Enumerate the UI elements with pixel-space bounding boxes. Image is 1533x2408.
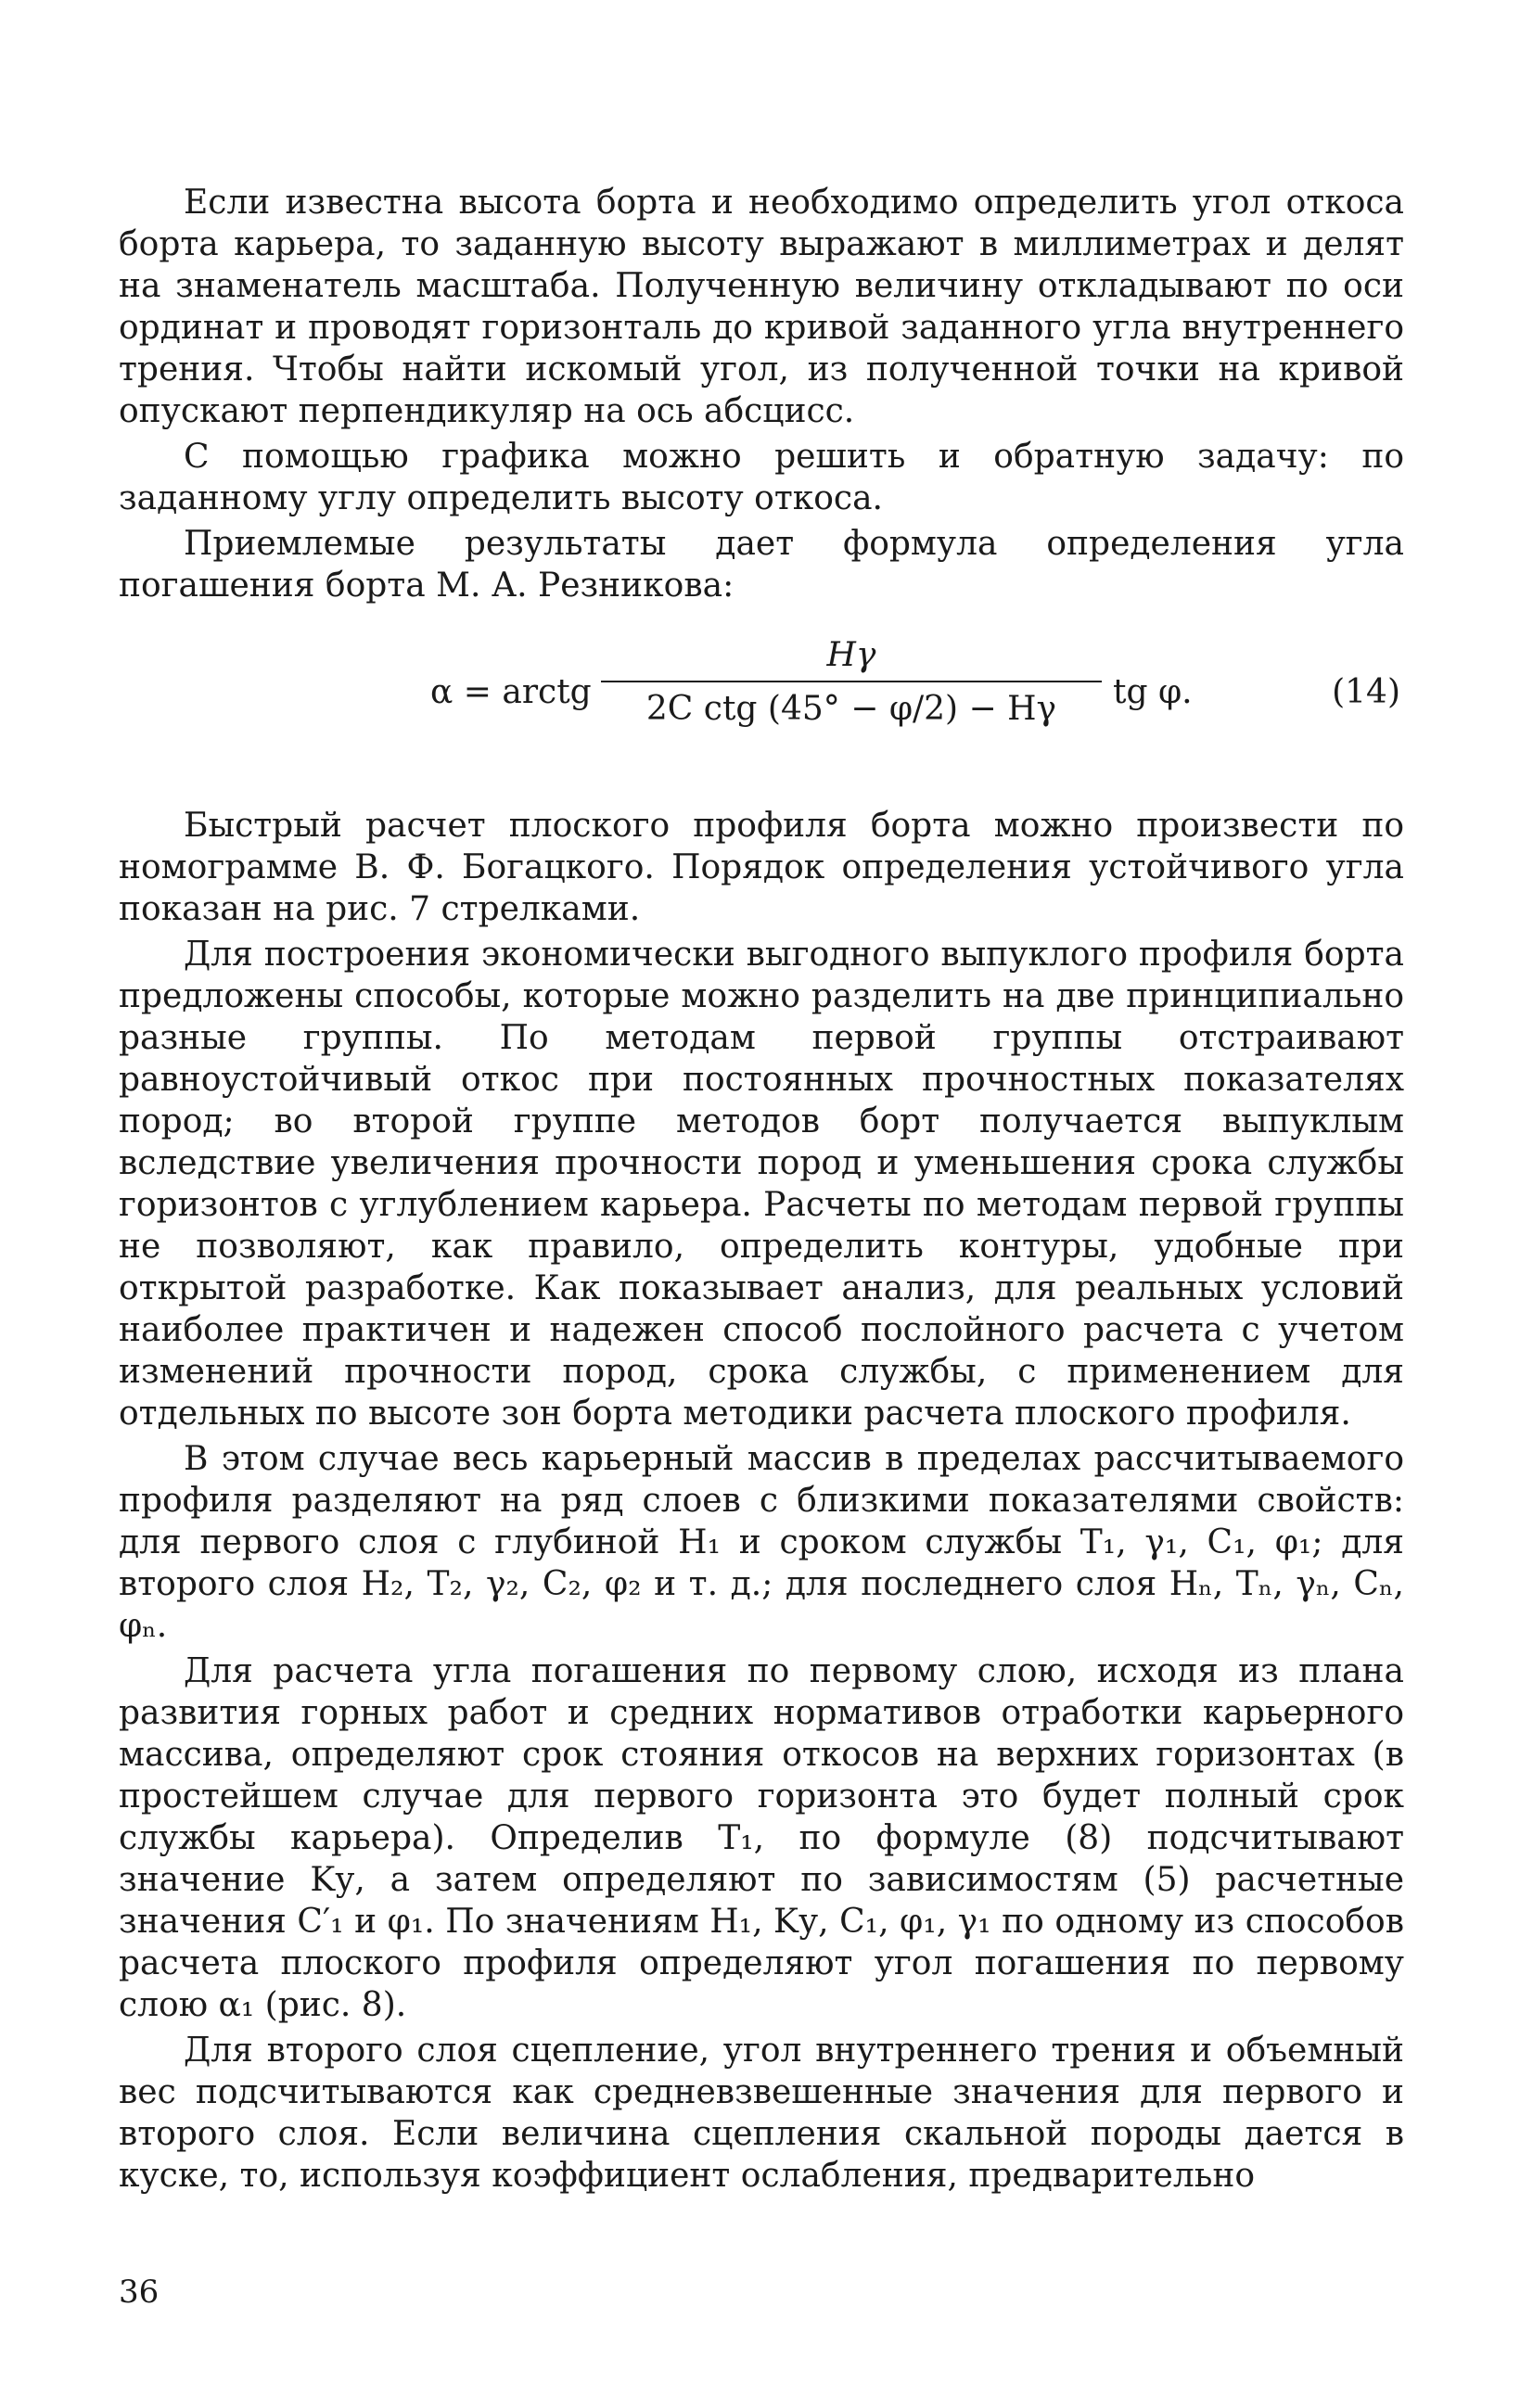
paragraph-1: Если известна высота борта и необходимо определить угол откоса борта карьера, то заданную высоту выражают в миллиметрах и делят на знаменатель масштаба. Полученную величину откладывают по оси ординат и проводят горизонталь до кривой заданного угла внутреннего трения. Чтобы найти искомый угол, из полученной точки на кривой опускают перпендикуляр на ось абсцисс.	[119, 184, 1404, 430]
formula-denominator: 2C ctg (45° − φ/2) − Hγ	[645, 690, 1057, 728]
page-body	[119, 182, 1404, 2197]
fraction-bar	[601, 681, 1102, 682]
paragraph-6: В этом случае весь карьерный массив в пределах рассчитываемого профиля разделяют на ряд слоев с близкими показателями свойств: для первого слоя с глубиной H₁ и сроком службы T₁, γ₁, C₁, φ₁; для второго слоя H₂, T₂, γ₂, C₂, φ₂ и т. д.; для последнего слоя Hₙ, Tₙ, γₙ, Cₙ, φₙ.	[119, 1440, 1404, 1645]
formula-14	[119, 634, 1404, 773]
formula-fraction	[601, 634, 1102, 733]
paragraph-4: Быстрый расчет плоского профиля борта можно произвести по номограмме В. Ф. Богацкого. Порядок определения устойчивого угла показан на рис. 7 стрелками.	[119, 807, 1404, 928]
formula-lhs: α = arctg	[430, 673, 592, 711]
formula-numerator: Hγ	[826, 636, 876, 674]
paragraph-8: Для второго слоя сцепление, угол внутреннего трения и объемный вес подсчитываются как средневзвешенные значения для первого и второго слоя. Если величина сцепления скальной породы дается в куске, то, используя коэффициент ослабления, предварительно	[119, 2032, 1404, 2195]
paragraph-2: С помощью графика можно решить и обратную задачу: по заданному углу определить высоту откоса.	[119, 438, 1404, 517]
formula-number: (14)	[1332, 673, 1400, 711]
page-number: 36	[119, 2274, 160, 2311]
paragraph-7: Для расчета угла погашения по первому слою, исходя из плана развития горных работ и средних нормативов отработки карьерного массива, определяют срок стояния откосов на верхних горизонтах (в простейшем случае для первого горизонта это будет полный срок службы карьера). Определив T₁, по формуле (8) подсчитывают значение Kу, а затем определяют по зависимостям (5) расчетные значения C′₁ и φ₁. По значениям H₁, Kу, C₁, φ₁, γ₁ по одному из способов расчета плоского профиля определяют угол погашения по первому слою α₁ (рис. 8).	[119, 1652, 1404, 2024]
paragraph-3: Приемлемые результаты дает формула определения угла погашения борта М. А. Резникова:	[119, 525, 1404, 605]
paragraph-5: Для построения экономически выгодного выпуклого профиля борта предложены способы, которые можно разделить на две принципиально разные группы. По методам первой группы отстраивают равноустойчивый откос при постоянных прочностных показателях пород; во второй группе методов борт получается выпуклым вследствие увеличения прочности пород и уменьшения срока службы горизонтов с углублением карьера. Расчеты по методам первой группы не позволяют, как правило, определить контуры, удобные при открытой разработке. Как показывает анализ, для реальных условий наиболее практичен и надежен способ послойного расчета с учетом изменений прочности пород, срока службы, с применением для отдельных по высоте зон борта методики расчета плоского профиля.	[119, 936, 1404, 1433]
formula-rhs: tg φ.	[1113, 673, 1193, 711]
